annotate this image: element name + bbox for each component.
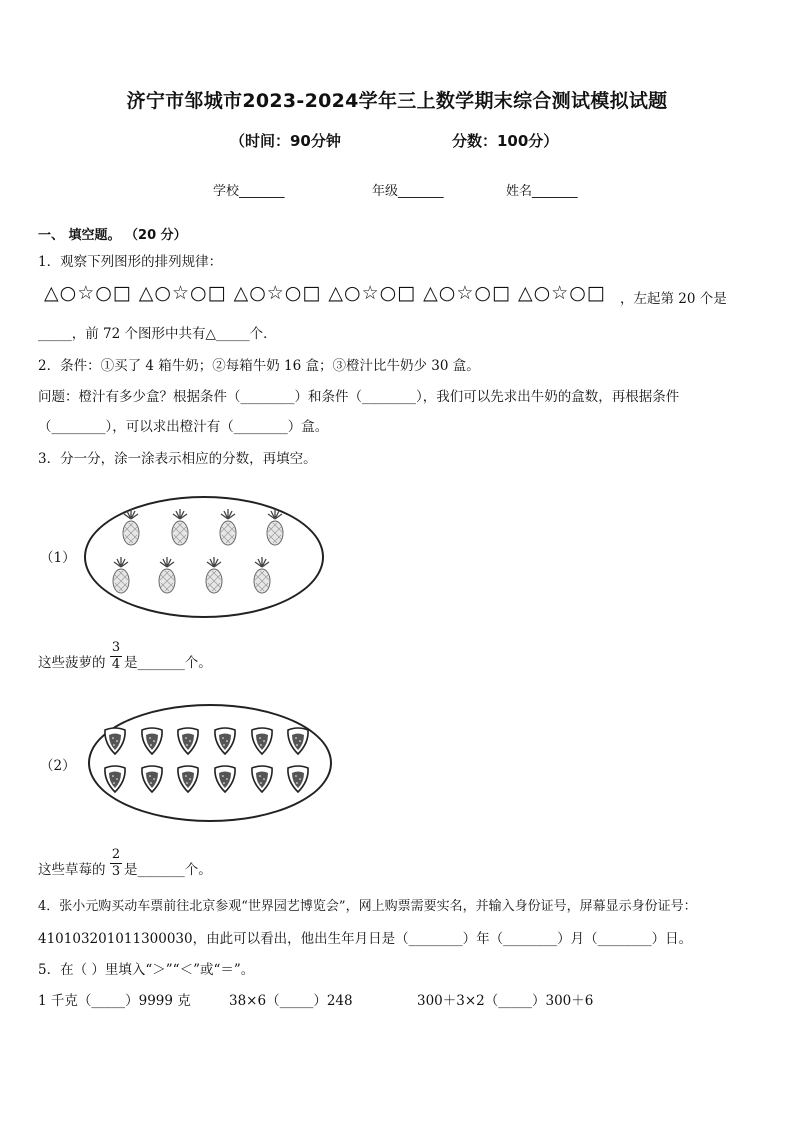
name-field: 姓名_______ [506,184,578,199]
q3-part1-label: （1） [40,550,76,566]
fraction-numerator: 2 [111,847,121,862]
q1-answer-line: _____，前 72 个图形中共有△_____个． [38,326,277,342]
q1-prompt: 1．观察下列图形的排列规律： [38,254,223,270]
q3-prompt: 3．分一分，涂一涂表示相应的分数，再填空。 [38,451,317,467]
q3-part2-answer: 是_______个。 [124,862,212,878]
strawberry-icon [105,728,125,754]
q1-shape-sequence: △○☆○□ △○☆○□ △○☆○□ △○☆○□ △○☆○□ △○☆○□ [44,282,606,304]
q3-part1-text: 这些菠萝的 [38,655,106,671]
grade-field: 年级_______ [372,184,444,199]
q5-item-2: 38×6（_____）248 [229,993,353,1009]
strawberry-icon [105,766,125,792]
section-heading: 一、 填空题。 （20 分） [38,228,187,243]
strawberry-icon [142,766,162,792]
q3-part2-label: （2） [40,758,76,774]
total-score: 分数：100分） [452,132,559,150]
q2-question-cont: （________），可以求出橙汁有（________）盒。 [38,419,329,435]
strawberry-icon [178,766,198,792]
strawberry-icon [215,728,235,754]
q4-prompt: 4．张小元购买动车票前往北京参观“世界园艺博览会”，网上购票需要实名，并输入身份证号，屏幕显示身份证号： [38,899,697,914]
strawberry-icon [288,766,308,792]
q3-part1-answer: 是_______个。 [124,655,212,671]
q2-conditions: 2．条件：①买了 4 箱牛奶；②每箱牛奶 16 盒；③橙汁比牛奶少 30 盒。 [38,358,480,374]
q5-prompt: 5．在（ ）里填入“＞”“＜”或“＝”。 [38,962,255,978]
fraction-denominator: 3 [111,864,121,879]
strawberry-icon [215,766,235,792]
strawberry-icon [252,728,272,754]
time-limit: （时间：90分钟 [230,132,341,150]
q5-item-1: 1 千克（_____）9999 克 [38,993,191,1009]
q3-part2-text: 这些草莓的 [38,862,106,878]
q2-question: 问题：橙汁有多少盒？根据条件（________）和条件（________），我们可以先求出牛奶的盒数，再根据条件 [38,389,680,405]
page-title: 济宁市邹城市2023-2024学年三上数学期末综合测试模拟试题 [126,90,668,112]
q1-question-tail: ，左起第 20 个是 [620,291,727,307]
strawberry-icon [178,728,198,754]
fraction-denominator: 4 [111,657,121,672]
school-field: 学校_______ [213,184,285,199]
fraction-numerator: 3 [111,640,121,655]
strawberry-icon [288,728,308,754]
q4-question: 410103201011300030，由此可以看出，他出生年月日是（________）年（________）月（________）日。 [38,931,693,947]
strawberry-icon [142,728,162,754]
strawberry-icon [252,766,272,792]
q5-item-3: 300＋3×2（_____）300＋6 [417,993,594,1009]
q3-part2-fraction [110,847,122,880]
